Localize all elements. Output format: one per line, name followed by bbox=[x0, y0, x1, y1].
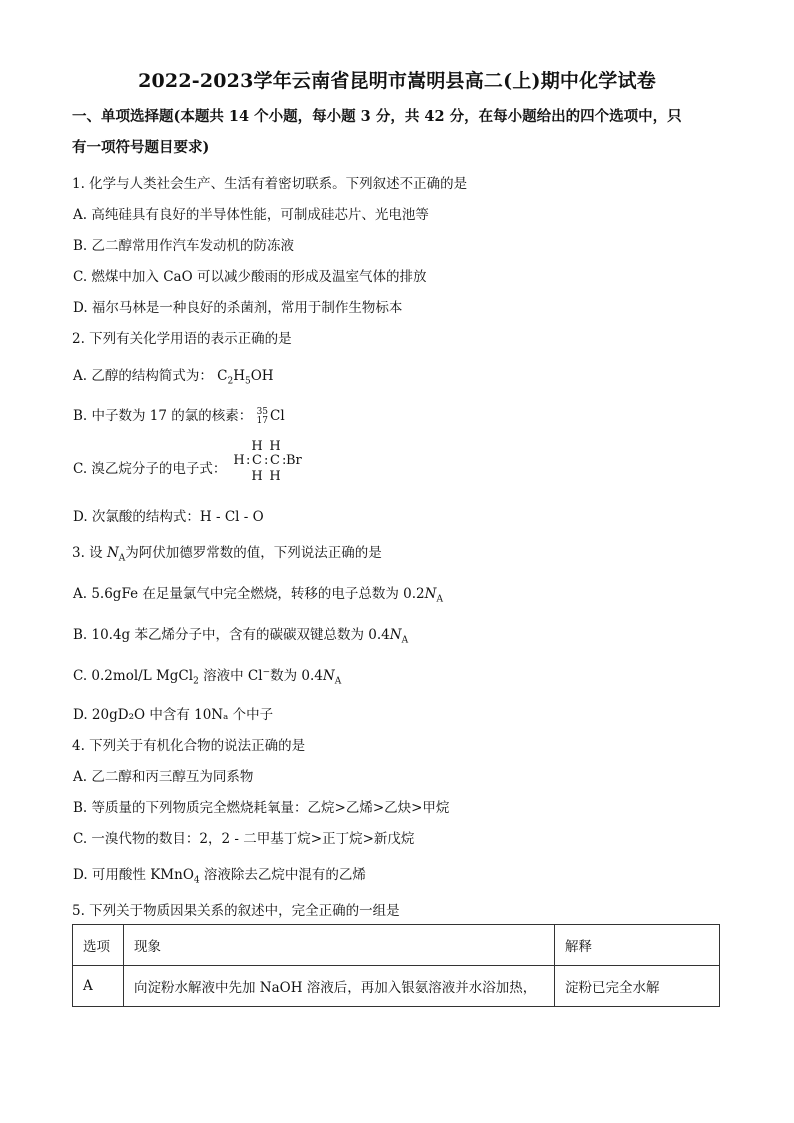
avogadro-sub: A bbox=[436, 594, 443, 605]
q3-stem bbox=[72, 541, 382, 564]
value: 0.4 bbox=[368, 627, 390, 643]
page-title: 2022-2023学年云南省昆明市嵩明县高二(上)期中化学试卷 bbox=[138, 70, 656, 92]
q1-option-a: A. 高纯硅具有良好的半导体性能，可制成硅芯片、光电池等 bbox=[73, 207, 429, 223]
section-heading bbox=[72, 101, 732, 163]
q2-option-c: C. 溴乙烷分子的电子式： bbox=[73, 461, 227, 477]
avogadro-sub: A bbox=[334, 676, 342, 687]
value: 0.2 bbox=[403, 586, 425, 602]
q3-option-c-text: C. 0.2mol/L bbox=[73, 668, 156, 684]
q2-option-d: D. 次氯酸的结构式：H - Cl - O bbox=[73, 509, 264, 525]
q4-option-d-text: D. 可用酸性 bbox=[73, 867, 151, 883]
q3-option-b bbox=[73, 623, 408, 646]
lewis-dots: : bbox=[282, 453, 287, 468]
table-header-row bbox=[73, 925, 720, 966]
q4-option-a: A. 乙二醇和丙三醇互为同系物 bbox=[73, 769, 254, 785]
table-header-cell: 选项 bbox=[73, 925, 124, 966]
lewis-dots: : bbox=[264, 453, 269, 468]
table-row bbox=[73, 966, 720, 1007]
ion-charge: − bbox=[262, 667, 271, 678]
q1-option-b: B. 乙二醇常用作汽车发动机的防冻液 bbox=[73, 238, 295, 254]
lewis-atom: H bbox=[251, 469, 263, 484]
q1-stem: 1. 化学与人类社会生产、生活有着密切联系。下列叙述不正确的是 bbox=[72, 176, 468, 192]
formula-sub: 5 bbox=[245, 376, 251, 387]
avogadro-symbol: N bbox=[106, 545, 119, 561]
lewis-atom: H bbox=[251, 439, 263, 454]
ion: Cl bbox=[247, 668, 263, 684]
q3-option-c-text: 数为 bbox=[270, 668, 302, 684]
lewis-atom: C bbox=[270, 453, 280, 468]
lewis-atom: H bbox=[233, 453, 245, 468]
q3-option-c bbox=[73, 664, 341, 687]
q3-option-b-text: B. 10.4g 苯乙烯分子中，含有的碳碳双键总数为 bbox=[73, 627, 369, 643]
formula-sub: 2 bbox=[227, 376, 234, 387]
q1-option-c: C. 燃煤中加入 CaO 可以减少酸雨的形成及温室气体的排放 bbox=[73, 269, 427, 285]
formula-sub: 4 bbox=[193, 875, 200, 886]
avogadro-sub: A bbox=[401, 635, 409, 646]
formula-sub: 2 bbox=[193, 676, 199, 687]
avogadro-symbol: N bbox=[389, 627, 402, 643]
mass-number: 35 bbox=[256, 406, 269, 417]
lewis-atom: H bbox=[269, 439, 281, 454]
table-cell: 淀粉已完全水解 bbox=[555, 966, 720, 1007]
table-cell: A bbox=[73, 966, 124, 1007]
q2-option-a-text: A. 乙醇的结构简式为： bbox=[73, 368, 213, 384]
q4-option-d-text: 溶液除去乙烷中混有的乙烯 bbox=[199, 867, 366, 883]
lewis-atom: Br bbox=[286, 453, 302, 468]
q1-option-d: D. 福尔马林是一种良好的杀菌剂，常用于制作生物标本 bbox=[73, 300, 403, 316]
section-heading-line2: 有一项符号题目要求) bbox=[72, 139, 210, 156]
atomic-number: 17 bbox=[256, 415, 269, 426]
lewis-atom: H bbox=[269, 469, 281, 484]
formula-part: OH bbox=[250, 368, 274, 384]
q3-option-a-text: A. 5.6gFe 在足量氯气中完全燃烧，转移的电子总数为 bbox=[73, 586, 404, 602]
lewis-mid-row bbox=[232, 454, 306, 470]
q3-stem-text: 为阿伏加德罗常数的值，下列说法正确的是 bbox=[125, 545, 382, 561]
nuclide-numbers bbox=[257, 408, 268, 426]
q3-option-c-text: 溶液中 bbox=[198, 668, 248, 684]
q3-stem-text: 3. 设 bbox=[72, 545, 107, 561]
lewis-structure bbox=[232, 440, 306, 484]
q2-option-a bbox=[73, 364, 274, 387]
q3-option-a bbox=[73, 582, 443, 605]
avogadro-symbol: N bbox=[322, 668, 335, 684]
lewis-top-row bbox=[232, 440, 306, 454]
value: 0.4 bbox=[301, 668, 323, 684]
q2-option-b-text: B. 中子数为 17 的氯的核素： bbox=[73, 408, 253, 424]
q5-table bbox=[72, 924, 720, 1007]
q2-stem: 2. 下列有关化学用语的表示正确的是 bbox=[72, 331, 292, 347]
q4-stem: 4. 下列关于有机化合物的说法正确的是 bbox=[72, 738, 306, 754]
formula-part: C bbox=[217, 368, 228, 384]
q4-option-c: C. 一溴代物的数目：2，2 - 二甲基丁烷>正丁烷>新戊烷 bbox=[73, 831, 415, 847]
q4-option-d bbox=[73, 863, 366, 886]
q2-option-b bbox=[73, 404, 285, 426]
table-header-cell: 现象 bbox=[124, 925, 555, 966]
table-cell: 向淀粉水解液中先加 NaOH 溶液后，再加入银氨溶液并水浴加热， bbox=[124, 966, 555, 1007]
ethanol-formula bbox=[217, 368, 274, 387]
nuclide-element: Cl bbox=[270, 408, 285, 424]
formula-part: KMnO bbox=[150, 867, 194, 883]
formula-part: MgCl bbox=[155, 668, 194, 684]
lewis-bottom-row bbox=[232, 470, 306, 484]
avogadro-symbol: N bbox=[424, 586, 437, 602]
section-heading-line1: 一、单项选择题(本题共 14 个小题，每小题 3 分，共 42 分，在每小题给出的四个选项中，只 bbox=[72, 108, 682, 125]
lewis-dots: : bbox=[246, 453, 251, 468]
formula-part: H bbox=[233, 368, 245, 384]
q4-option-b: B. 等质量的下列物质完全燃烧耗氧量：乙烷>乙烯>乙炔>甲烷 bbox=[73, 800, 450, 816]
q5-stem: 5. 下列关于物质因果关系的叙述中，完全正确的一组是 bbox=[72, 903, 400, 919]
lewis-atom: C bbox=[252, 453, 262, 468]
table-header-cell: 解释 bbox=[555, 925, 720, 966]
avogadro-sub: A bbox=[118, 553, 126, 564]
q3-option-d: D. 20gD₂O 中含有 10Nₐ 个中子 bbox=[73, 707, 274, 723]
